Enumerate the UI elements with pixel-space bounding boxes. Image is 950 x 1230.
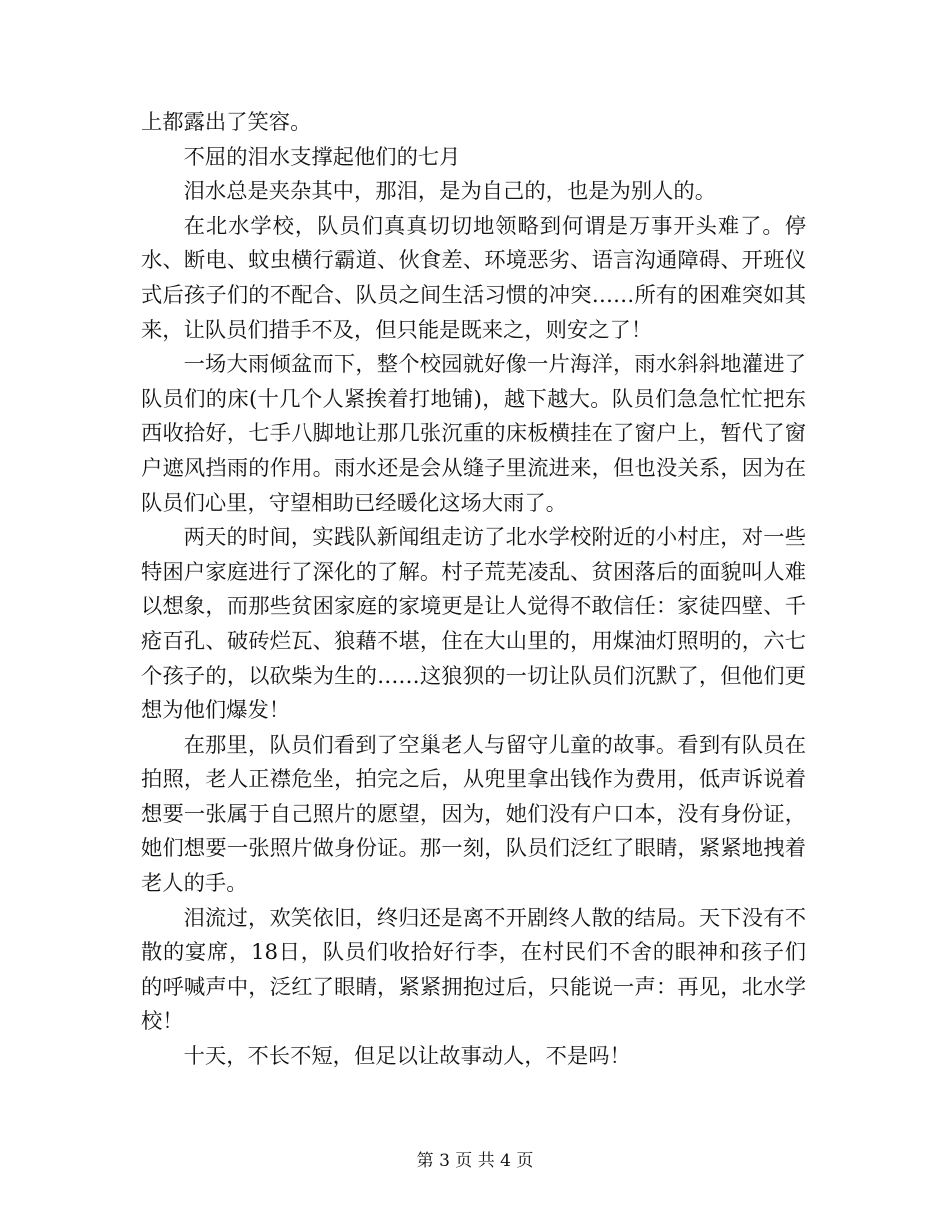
paragraph: 泪流过，欢笑依旧，终归还是离不开剧终人散的结局。天下没有不散的宴席，18日，队员们收拾好行李，在村民们不舍的眼神和孩子们的呼喊声中，泛红了眼睛，紧紧拥抱过后，只能说一声：再见，北水学校！ — [141, 905, 806, 1035]
paragraph: 泪水总是夹杂其中，那泪，是为自己的，也是为别人的。 — [183, 179, 717, 205]
paragraph: 两天的时间，实践队新闻组走访了北水学校附近的小村庄，对一些特困户家庭进行了深化的了解。村子荒芜凌乱、贫困落后的面貌叫人难以想象，而那些贫困家庭的家境更是让人觉得不敢信任：家徒四壁、千疮百孔、破砖烂瓦、狼藉不堪，住在大山里的，用煤油灯照明的，六七个孩子的，以砍柴为生的……这狼狈的一切让队员们沉默了，但他们更想为他们爆发！ — [141, 525, 806, 724]
paragraph: 在那里，队员们看到了空巢老人与留守儿童的故事。看到有队员在拍照，老人正襟危坐，拍完之后，从兜里拿出钱作为费用，低声诉说着想要一张属于自己照片的愿望，因为，她们没有户口本，没有身份证，她们想要一张照片做身份证。那一刻，队员们泛红了眼睛，紧紧地拽着老人的手。 — [141, 732, 806, 897]
body-text — [141, 106, 806, 1075]
paragraph: 在北水学校，队员们真真切切地领略到何谓是万事开头难了。停水、断电、蚊虫横行霸道、伙食差、环境恶劣、语言沟通障碍、开班仪式后孩子们的不配合、队员之间生活习惯的冲突……所有的困难突如其来，让队员们措手不及，但只能是既来之，则安之了！ — [141, 213, 806, 343]
page-number-footer: 第 3 页 共 4 页 — [416, 1151, 534, 1171]
section-heading: 不屈的泪水支撑起他们的七月 — [183, 144, 461, 170]
paragraph: 一场大雨倾盆而下，整个校园就好像一片海洋，雨水斜斜地灌进了队员们的床(十几个人紧挨着打地铺)，越下越大。队员们急急忙忙把东西收拾好，七手八脚地让那几张沉重的床板横挂在了窗户上，暂代了窗户遮风挡雨的作用。雨水还是会从缝子里流进来，但也没关系，因为在队员们心里，守望相助已经暖化这场大雨了。 — [141, 352, 806, 516]
paragraph: 十天，不长不短，但足以让故事动人，不是吗！ — [183, 1044, 631, 1070]
paragraph: 上都露出了笑容。 — [141, 110, 312, 135]
